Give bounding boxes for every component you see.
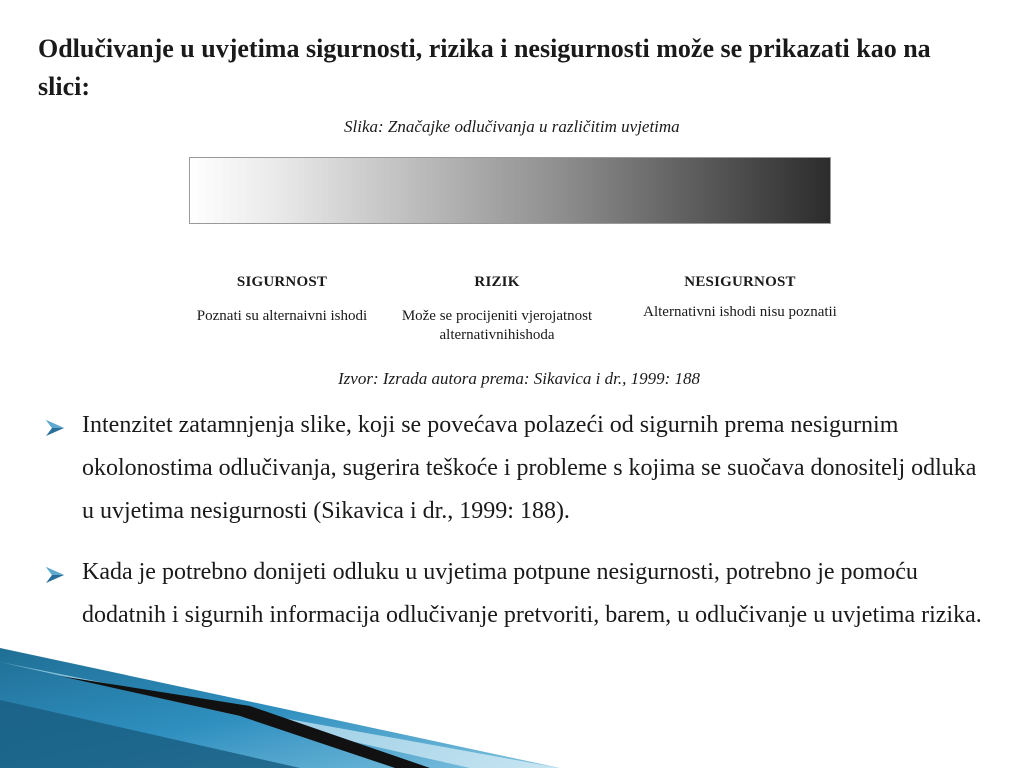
decor-dark-wedge [0,700,300,768]
column-description: Može se procijeniti vjerojatnost alternativnihishoda [401,308,593,343]
column-uncertainty [638,274,842,322]
bullet-text: Kada je potrebno donijeti odluku u uvjetima potpune nesigurnosti, potrebno je pomoću dodatnih i sigurnih informacija odlučivanje pretvoriti, barem, u odlučivanje u uvjetima rizika. [82,559,982,628]
bullet-item [44,404,984,533]
column-description: Alternativni ishodi nisu poznatii [643,304,837,320]
decor-black-stripe [60,676,430,768]
arrow-bullet-icon [44,565,68,585]
bullet-item [44,551,984,637]
column-heading: SIGURNOST [236,274,328,290]
column-heading: RIZIK [474,274,520,290]
column-risk [380,274,614,345]
column-heading: NESIGURNOST [684,274,796,290]
figure-source: Izvor: Izrada autora prema: Sikavica i dr., 1999: 188 [338,369,700,388]
figure-caption: Slika: Značajke odlučivanja u različitim uvjetima [344,117,680,136]
decor-blue-wedge [0,648,560,768]
column-description: Poznati su alternaivni ishodi [196,308,368,324]
column-certainty [196,274,368,326]
slide-title: Odlučivanje u uvjetima sigurnosti, rizika i nesigurnosti može se prikazati kao na slici: [38,34,931,101]
certainty-gradient-bar [189,157,831,224]
bullet-text: Intenzitet zatamnjenja slike, koji se povećava polazeći od sigurnih prema nesigurnim okolonostima odlučivanja, sugerira teškoće i probleme s kojima se suočava donositelj odluka u uvjetima nesigurnosti (Sikavica i dr., 1999: 188). [82,412,977,524]
decor-light-stripe [0,662,560,768]
arrow-bullet-icon [44,418,68,438]
